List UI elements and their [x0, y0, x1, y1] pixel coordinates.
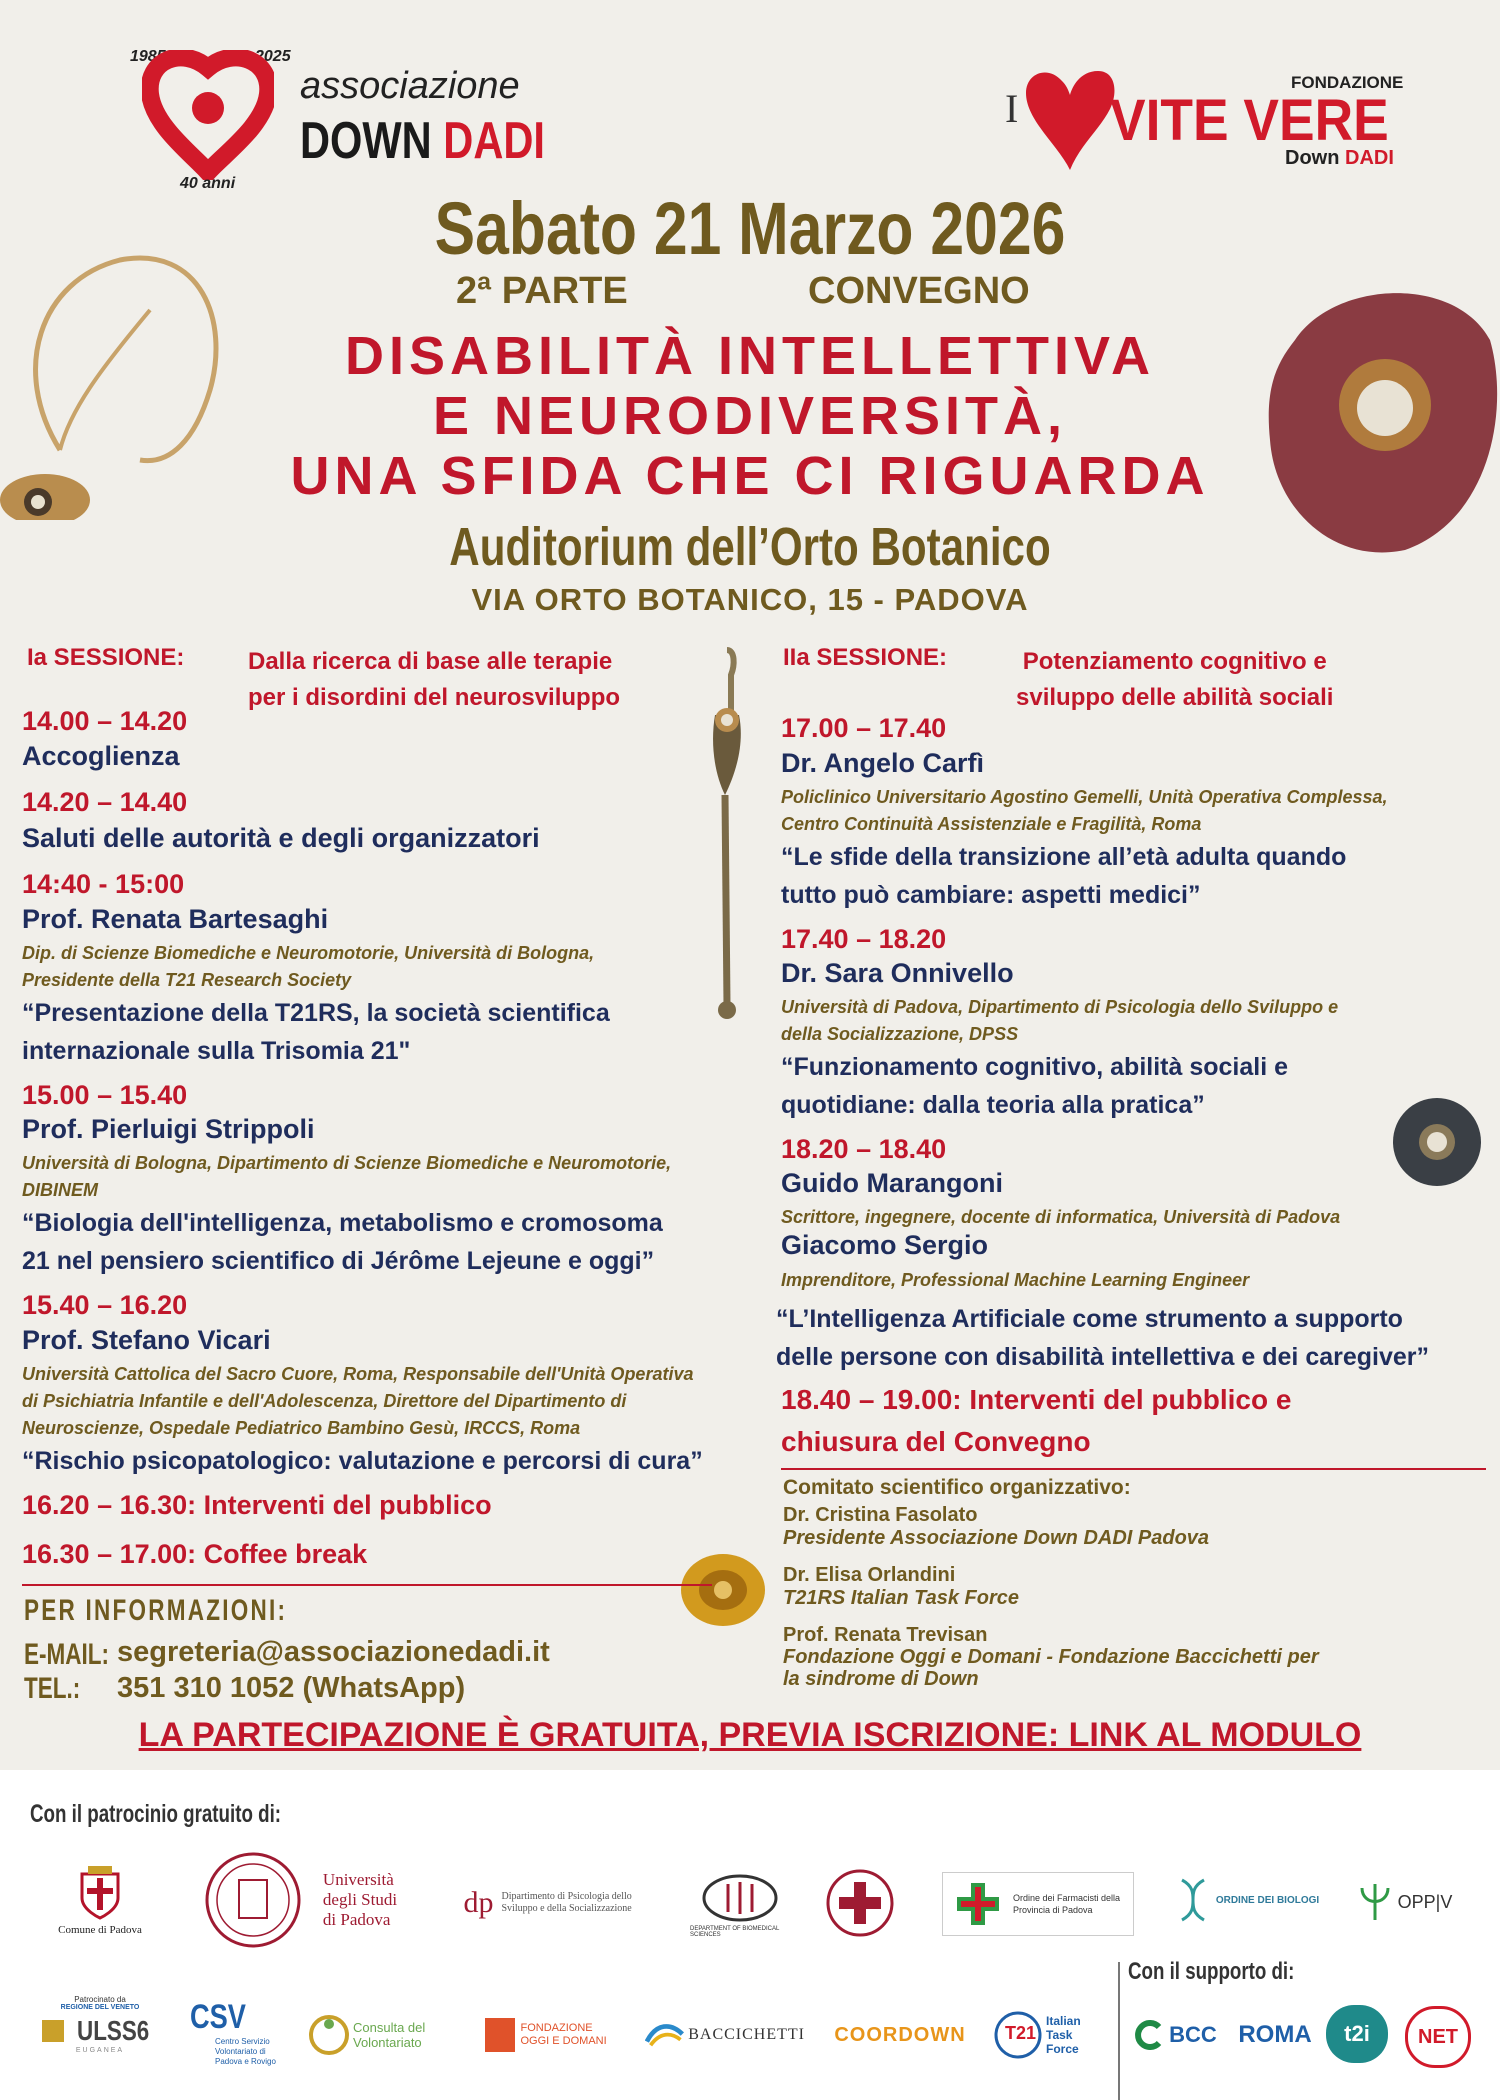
s2-speaker-1: Dr. Angelo Carfì [781, 748, 985, 778]
assoc-year-start: 1985 [130, 48, 166, 65]
committee-name-2: Dr. Elisa Orlandini [783, 1564, 956, 1586]
committee-role-2: T21RS Italian Task Force [783, 1587, 1020, 1609]
lion-icon [42, 2020, 64, 2042]
heart-icon [1020, 65, 1120, 175]
bcc-label: BCC [1169, 2022, 1217, 2047]
s1-talk-3 [22, 994, 610, 1070]
dpss-label: Dipartimento di Psicologia dello Sviluppo e della Socializzazione [501, 1890, 632, 1914]
s1-aff-3 [22, 940, 594, 994]
amber-bead-image [678, 1550, 768, 1630]
s1-coffee: 16.30 – 17.00: Coffee break [22, 1539, 368, 1569]
s2-talk-2 [781, 1048, 1288, 1124]
unipd-line-2: degli Studi [322, 1890, 398, 1909]
s2-closing-line-2: chiusura del Convegno [781, 1426, 1091, 1457]
pin-image [705, 645, 755, 1025]
s2-talk-2-line-2: quotidiane: dalla teoria alla pratica” [781, 1091, 1205, 1119]
medici-seal-icon [825, 1868, 895, 1938]
wave-icon [645, 2020, 684, 2050]
net-label: NET [1418, 2025, 1458, 2048]
s2-talk-3-line-2: delle persone con disabilità intellettiva e dei caregiver” [776, 1343, 1430, 1371]
event-date: Sabato 21 Marzo 2026 [434, 187, 1066, 270]
s1-aff-3-line-2: Presidente della T21 Research Society [22, 970, 352, 990]
t21-sub: Italian Task Force [1046, 2014, 1081, 2056]
assoc-anni: 40 anni [180, 175, 236, 192]
farmacisti-logo [942, 1872, 1134, 1936]
s1-talk-3-line-1: “Presentazione della T21RS, la società scientifica [22, 999, 610, 1027]
fondazione-sub [1285, 147, 1394, 170]
farmacisti-label: Ordine dei Farmacisti della Provincia di Padova [1013, 1893, 1121, 1915]
session2-subtitle [1016, 644, 1333, 716]
s2-aff-3b: Imprenditore, Professional Machine Learning Engineer [781, 1270, 1250, 1290]
biologi-logo [1170, 1875, 1325, 1925]
info-divider [22, 1584, 712, 1586]
s2-aff-3 [781, 1204, 1340, 1231]
s2-aff-3-line-1: Scrittore, ingegnere, docente di informatica, Università di Padova [781, 1207, 1341, 1227]
csv-logo [190, 1998, 290, 2088]
fondazione-sub-dadi: DADI [1345, 147, 1394, 169]
oggidomani-label: FONDAZIONE OGGI E DOMANI [520, 2022, 607, 2047]
s1-time-4: 15.00 – 15.40 [22, 1080, 188, 1110]
fondazione-top: FONDAZIONE [1291, 73, 1404, 92]
t2i-logo [1326, 2005, 1388, 2063]
assoc-heart-icon [142, 50, 274, 180]
s1-aff-4-line-2: DIBINEM [22, 1180, 98, 1200]
committee-title: Comitato scientifico organizzativo: [783, 1476, 1131, 1499]
s2-time-1: 17.00 – 17.40 [781, 713, 947, 743]
info-tel: 351 310 1052 (WhatsApp) [117, 1672, 466, 1704]
event-address: VIA ORTO BOTANICO, 15 - PADOVA [471, 582, 1029, 617]
csv-sub: Centro Servizio Volontariato di Padova e Rovigo [215, 2037, 276, 2066]
s1-aff-5-line-3: Neuroscienze, Ospedale Pediatrico Bambino Gesù, IRCCS, Roma [22, 1418, 581, 1438]
assoc-name-dadi: DADI [443, 112, 545, 170]
session1-label: Ia SESSIONE: [27, 644, 185, 671]
s1-talk-4-line-1: “Biologia dell'intelligenza, metabolismo e cromosoma [22, 1209, 663, 1237]
session2-subtitle-line-2: sviluppo delle abilità sociali [1016, 684, 1334, 711]
comune-label: Comune di Padova [58, 1924, 142, 1936]
consulta-label: Consulta del Volontariato [353, 2020, 426, 2050]
committee-divider [781, 1468, 1486, 1470]
s2-speaker-3b: Giacomo Sergio [781, 1230, 989, 1260]
s1-title-2: Saluti delle autorità e degli organizzatori [22, 823, 540, 853]
dsb-mark-icon [700, 1872, 780, 1924]
committee-role-3-line-2: la sindrome di Down [783, 1668, 979, 1690]
s1-speaker-4: Prof. Pierluigi Strippoli [22, 1114, 315, 1144]
committee-member-3 [783, 1624, 1319, 1690]
s1-talk-5 [22, 1442, 703, 1480]
s1-time-2: 14.20 – 14.40 [22, 787, 188, 817]
bacciochetti-logo [645, 2010, 805, 2060]
registration-link[interactable]: LA PARTECIPAZIONE È GRATUITA, PREVIA ISCRIZIONE: LINK AL MODULO [138, 1716, 1362, 1754]
s1-speaker-3: Prof. Renata Bartesaghi [22, 904, 329, 934]
s2-aff-2 [781, 994, 1338, 1048]
t21-logo [990, 2005, 1110, 2065]
s2-speaker-3: Guido Marangoni [781, 1168, 1003, 1198]
s1-talk-4 [22, 1204, 663, 1280]
s1-aff-5-line-1: Università Cattolica del Sacro Cuore, Roma, Responsabile dell'Unità Operativa [22, 1364, 694, 1384]
s2-aff-1-line-2: Centro Continuità Assistenziale e Fragilità, Roma [781, 814, 1202, 834]
ulss-sub: EUGANEA [75, 2047, 125, 2054]
unipd-seal-icon [203, 1850, 303, 1950]
committee-member-2 [783, 1564, 1319, 1610]
ulss-main [40, 2015, 160, 2047]
committee-role-3-line-1: Fondazione Oggi e Domani - Fondazione Baccichetti per [783, 1646, 1319, 1668]
ulss-label: ULSS6 [76, 2015, 150, 2046]
s2-aff-1 [781, 784, 1388, 838]
fondazione-sub-down: Down [1285, 147, 1340, 169]
unipd-logo [185, 1850, 415, 1950]
s2-talk-1 [781, 838, 1346, 914]
event-title-line-3: UNA SFIDA CHE CI RIGUARDA [290, 446, 1210, 506]
event-type: CONVEGNO [808, 270, 1030, 312]
supporto-label: Con il supporto di: [1128, 1958, 1295, 1985]
assoc-name-down: DOWN [300, 112, 432, 170]
s2-talk-1-line-2: tutto può cambiare: aspetti medici” [781, 881, 1201, 909]
s1-aff-4-line-1: Università di Bologna, Dipartimento di Scienze Biomediche e Neuromotorie, [22, 1153, 672, 1173]
assoc-name-top: associazione [300, 65, 520, 107]
consulta-mark-icon [307, 2010, 351, 2060]
session1-subtitle [248, 644, 620, 716]
net-logo [1405, 2006, 1471, 2068]
committee-role-1: Presidente Associazione Down DADI Padova [783, 1527, 1210, 1549]
ulss-top: Patrocinato da [74, 1995, 126, 2004]
committee-name-3: Prof. Renata Trevisan [783, 1624, 988, 1646]
s1-time-1: 14.00 – 14.20 [22, 706, 188, 736]
s2-speaker-2: Dr. Sara Onnivello [781, 958, 1014, 988]
s2-closing [781, 1379, 1291, 1463]
s2-talk-3-line-1: “L’Intelligenza Artificiale come strumento a supporto [776, 1305, 1403, 1333]
oggidomani-mark-icon [485, 2018, 515, 2052]
dsb-label: DEPARTMENT OF BIOMEDICAL SCIENCES [690, 1926, 780, 1938]
s2-closing-line-1: 18.40 – 19.00: Interventi del pubblico e [781, 1384, 1292, 1415]
s1-talk-5-line-1: “Rischio psicopatologico: valutazione e percorsi di cura” [22, 1447, 703, 1475]
s2-talk-1-line-1: “Le sfide della transizione all’età adulta quando [781, 843, 1347, 871]
event-title-line-1: DISABILITÀ INTELLETTIVA [345, 326, 1155, 386]
s1-time-3: 14:40 - 15:00 [22, 869, 185, 899]
event-title [0, 326, 1500, 506]
committee-member-1 [783, 1504, 1319, 1550]
ulss-region: REGIONE DEL VENETO [60, 2004, 140, 2011]
s1-aff-3-line-1: Dip. di Scienze Biomediche e Neuromotorie, Università di Bologna, [22, 943, 595, 963]
s1-talk-3-line-2: internazionale sulla Trisomia 21" [22, 1037, 411, 1065]
t21-label: T21 [1005, 2023, 1037, 2043]
dpss-mark-icon: dp [463, 1885, 494, 1919]
dsb-logo [690, 1865, 790, 1945]
s2-aff-1-line-1: Policlinico Universitario Agostino Gemelli, Unità Operativa Complessa, [781, 787, 1388, 807]
info-tel-label: TEL.: [24, 1672, 81, 1705]
session2-label: IIa SESSIONE: [783, 644, 948, 671]
coordown-logo [825, 2015, 975, 2055]
dna-icon [1176, 1878, 1210, 1922]
event-part: 2ª PARTE [456, 270, 628, 312]
pharmacy-cross-icon [953, 1879, 1003, 1929]
patrocinio-label: Con il patrocinio gratuito di: [30, 1800, 282, 1828]
session2-subtitle-line-1: Potenziamento cognitivo e [1022, 648, 1327, 675]
s2-aff-2-line-2: della Socializzazione, DPSS [781, 1024, 1019, 1044]
s1-speaker-5: Prof. Stefano Vicari [22, 1325, 271, 1355]
assoc-year-end: 2025 [255, 48, 291, 65]
s1-title-1: Accoglienza [22, 741, 180, 771]
s1-talk-4-line-2: 21 nel pensiero scientifico di Jérôme Lejeune e oggi” [22, 1247, 655, 1275]
s1-time-5: 15.40 – 16.20 [22, 1290, 188, 1320]
biologi-label: ORDINE DEI BIOLOGI [1215, 1894, 1320, 1906]
unipd-text [323, 1870, 397, 1930]
oppv-logo [1350, 1872, 1460, 1932]
roma-logo [1230, 2015, 1320, 2055]
info-email: segreteria@associazionedadi.it [117, 1636, 550, 1668]
session1-subtitle-line-1: Dalla ricerca di base alle terapie [248, 648, 613, 675]
fondazione-logo [1005, 65, 1425, 185]
session1-subtitle-line-2: per i disordini del neurosviluppo [248, 684, 621, 711]
bacciochetti-label: BACCICHETTI [688, 2026, 805, 2043]
oggidomani-logo [480, 2010, 620, 2060]
committee-name-1: Dr. Cristina Fasolato [783, 1504, 978, 1526]
s2-time-2: 17.40 – 18.20 [781, 924, 947, 954]
dpss-logo [455, 1880, 670, 1925]
event-title-line-2: E NEURODIVERSITÀ, [432, 386, 1068, 446]
support-divider [1118, 1962, 1120, 2100]
assoc-logo [130, 45, 550, 205]
medici-logo [822, 1865, 897, 1940]
assoc-name [300, 111, 545, 171]
psi-icon [1358, 1880, 1392, 1924]
s1-aff-5-line-2: di Psichiatria Infantile e dell'Adolescenza, Direttore del Dipartimento di [22, 1391, 627, 1411]
s2-aff-2-line-1: Università di Padova, Dipartimento di Psicologia dello Sviluppo e [781, 997, 1339, 1017]
s2-talk-3 [776, 1300, 1429, 1376]
s2-talk-2-line-1: “Funzionamento cognitivo, abilità sociali e [781, 1053, 1289, 1081]
comune-padova-logo [55, 1855, 145, 1945]
fondazione-i: I [1005, 86, 1019, 131]
info-email-label: E-MAIL: [24, 1638, 109, 1671]
consulta-logo [305, 2005, 450, 2065]
committee [783, 1476, 1319, 1690]
s2-time-3: 18.20 – 18.40 [781, 1134, 947, 1164]
ulss-logo [40, 1995, 160, 2075]
info-title: PER INFORMAZIONI: [24, 1594, 288, 1627]
unipd-line-1: Università [322, 1870, 394, 1889]
event-venue: Auditorium dell’Orto Botanico [449, 517, 1051, 577]
roma-label: ROMA [1238, 2021, 1312, 2048]
bcc-mark-icon [1133, 2019, 1165, 2051]
csv-label: CSV [190, 1998, 246, 2036]
oppv-label: OPP|V [1397, 1891, 1453, 1912]
fondazione-name: VITE VERE [1110, 88, 1389, 153]
city-crest-icon [78, 1864, 122, 1920]
t2i-label: t2i [1344, 2021, 1370, 2046]
s1-aff-4 [22, 1150, 671, 1204]
coordown-label: COORDOWN [834, 2023, 966, 2046]
s1-public: 16.20 – 16.30: Interventi del pubblico [22, 1490, 492, 1520]
dark-bead-image [1390, 1095, 1485, 1190]
bcc-logo [1125, 2015, 1225, 2055]
s1-aff-5 [22, 1361, 693, 1442]
unipd-line-3: di Padova [322, 1910, 391, 1929]
